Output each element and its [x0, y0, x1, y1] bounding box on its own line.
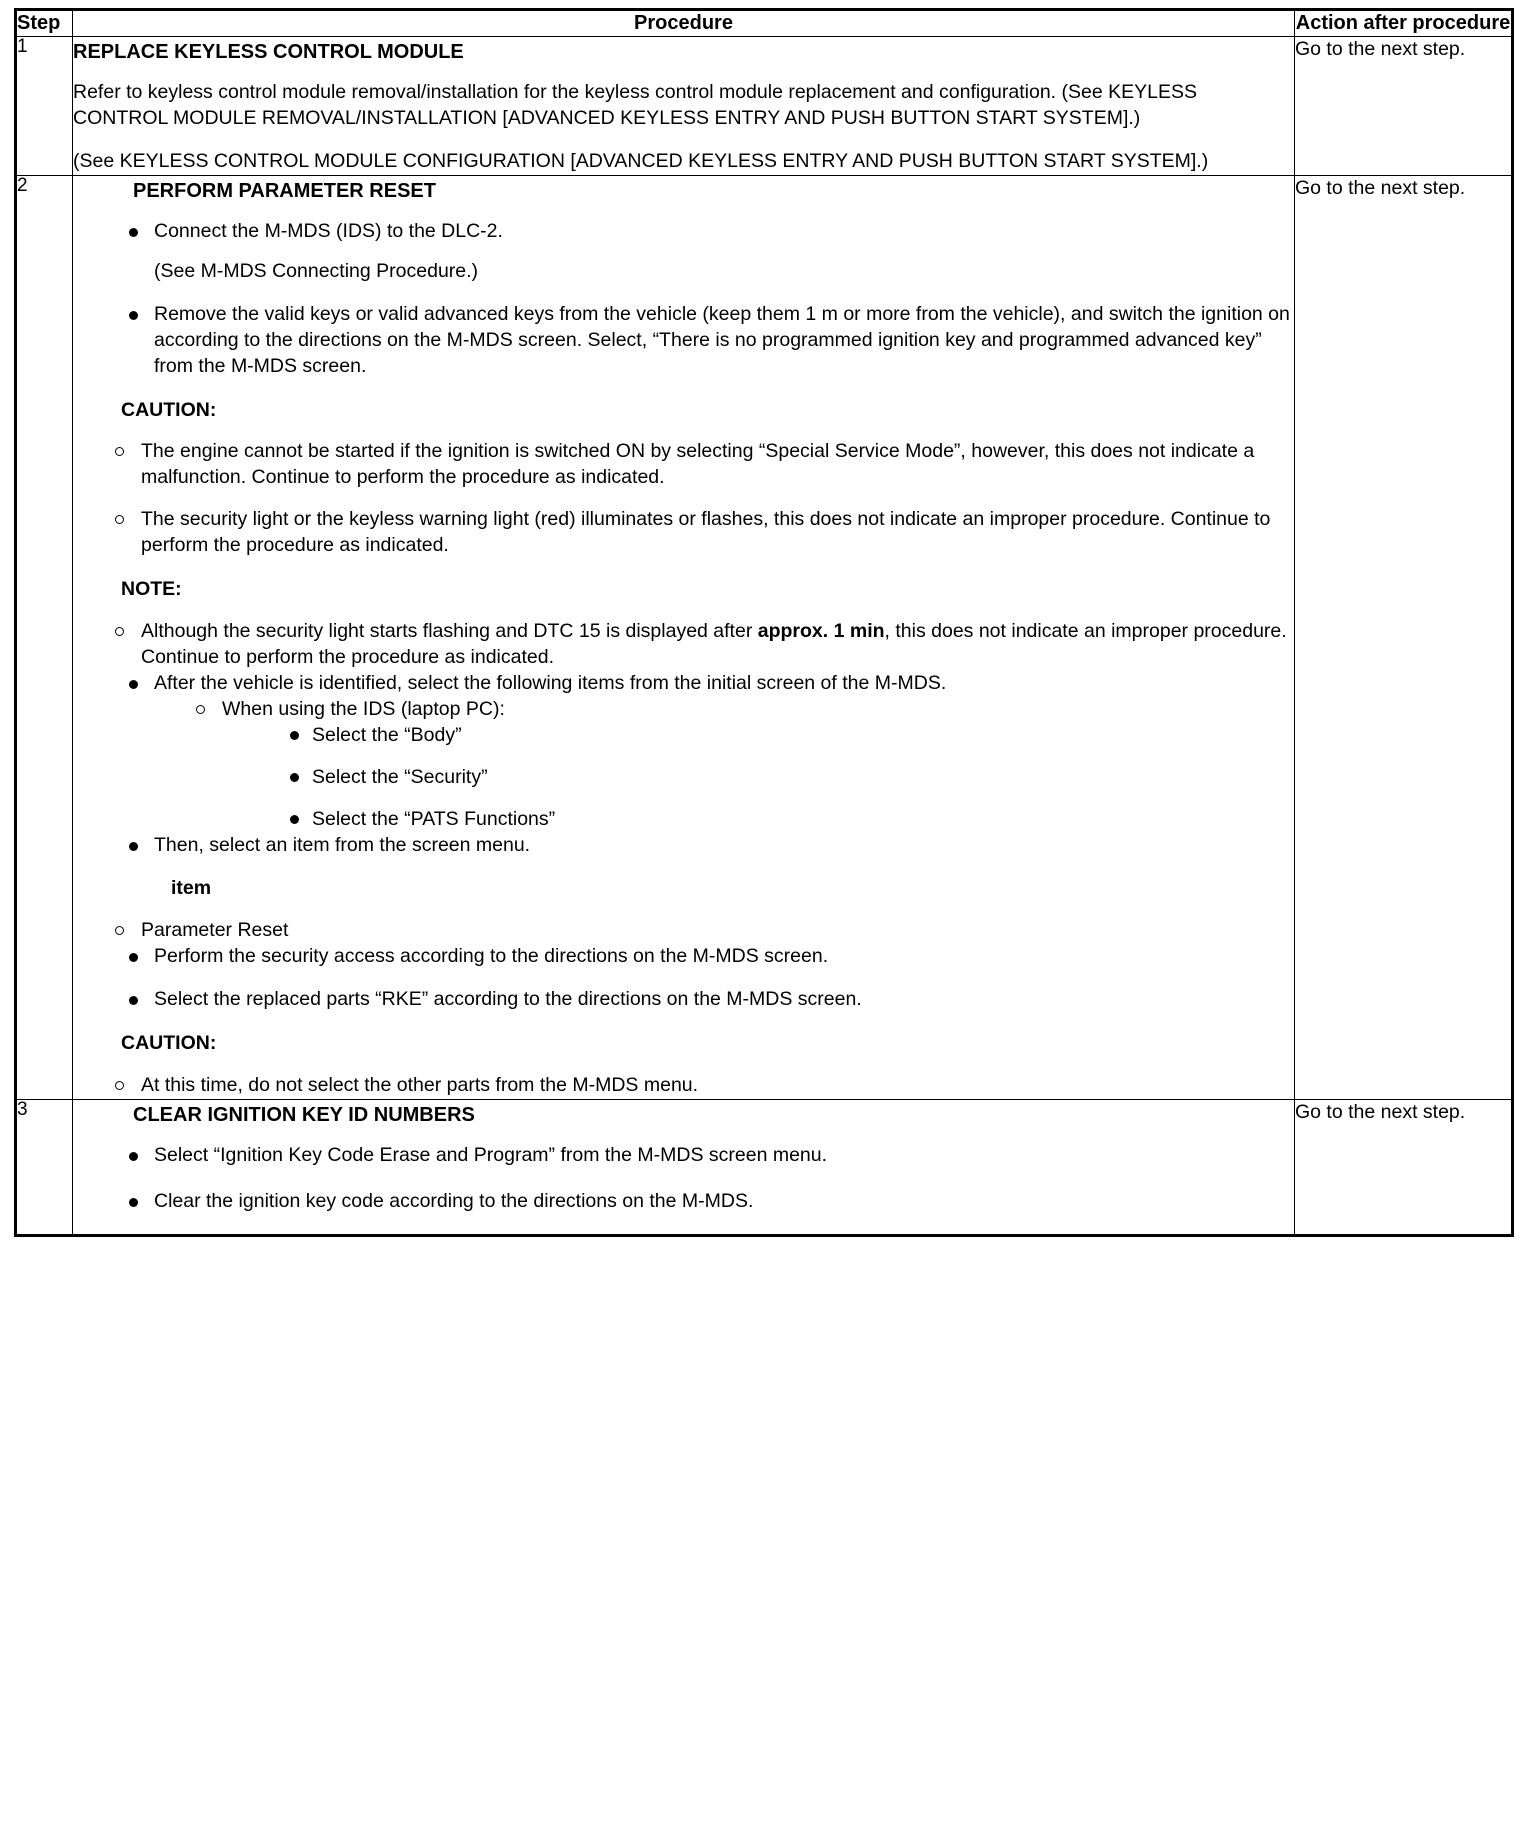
step2-title: PERFORM PARAMETER RESET — [133, 180, 436, 203]
step-number: 2 — [16, 176, 73, 1100]
column-header-action: Action after procedure — [1295, 10, 1513, 37]
caution-list-1 — [73, 439, 1294, 559]
step1-paragraph-2: (See KEYLESS CONTROL MODULE CONFIGURATION [ADVANCED KEYLESS ENTRY AND PUSH BUTTON START SYSTEM].) — [73, 150, 1209, 173]
caution-label-2: CAUTION: — [121, 1032, 217, 1055]
step2-bullet-1-subnote: (See M-MDS Connecting Procedure.) — [154, 259, 479, 282]
table-row — [16, 1100, 1513, 1236]
list-item: Select the “Security” — [284, 765, 1294, 791]
step3-title: CLEAR IGNITION KEY ID NUMBERS — [133, 1104, 475, 1126]
step1-paragraph-1: Refer to keyless control module removal/installation for the keyless control module replacement and configuration. (See KEYLESS CONTROL MODULE REMOVAL/INSTALLATION [ADVANCED KEYLESS ENTRY AND PUSH BUTTON START SYSTEM].) — [73, 80, 1197, 129]
item-list — [73, 918, 1294, 944]
step-number: 1 — [16, 37, 73, 176]
list-item: Select the “Body” — [284, 723, 1294, 749]
list-item: The engine cannot be started if the ignition is switched ON by selecting “Special Service Mode”, however, this does not indicate a malfunction. Continue to perform the procedure as indicated. — [111, 439, 1294, 491]
list-item: Select the “PATS Functions” — [284, 807, 1294, 833]
list-item — [121, 302, 1294, 380]
list-item: The security light or the keyless warning light (red) illuminates or flashes, this does not indicate an improper procedure. Continue to perform the procedure as indicated. — [111, 507, 1294, 559]
note-text-pre: Although the security light starts flashing and DTC 15 is displayed after — [141, 620, 758, 643]
step2-bullet-1-text: Connect the M-MDS (IDS) to the DLC-2. — [154, 219, 503, 242]
table-header-row — [16, 10, 1513, 37]
list-item: Select “Ignition Key Code Erase and Program” from the M-MDS screen menu. — [121, 1143, 1294, 1169]
item-label: item — [171, 877, 212, 900]
note-list — [73, 619, 1294, 671]
action-cell-step2: Go to the next step. — [1295, 176, 1513, 1100]
step-number: 3 — [16, 1100, 73, 1236]
caution-label-1: CAUTION: — [121, 398, 217, 421]
step2-bullet-list-1 — [73, 219, 1294, 380]
note-text-bold: approx. 1 min — [757, 620, 885, 643]
list-item — [121, 833, 1294, 859]
list-item: Perform the security access according to the directions on the M-MDS screen. — [121, 944, 1294, 970]
list-item — [192, 697, 1294, 833]
step2-bullet-list-3 — [73, 833, 1294, 859]
procedure-table — [14, 8, 1514, 1237]
step2-bullet-list-4 — [73, 944, 1294, 1013]
step3-bullet-list — [73, 1143, 1294, 1215]
list-item — [121, 671, 1294, 833]
step2-bullet-3-text: After the vehicle is identified, select the following items from the initial screen of the M-MDS. — [154, 671, 947, 694]
list-item: At this time, do not select the other parts from the M-MDS menu. — [111, 1073, 1294, 1099]
list-item — [121, 219, 1294, 285]
table-row — [16, 37, 1513, 176]
step2-bullet-2-text: Remove the valid keys or valid advanced keys from the vehicle (keep them 1 m or more from the vehicle), and switch the ignition on according to the directions on the M-MDS screen. Select, “There is no programmed ignition key and programmed advanced key” from the M-MDS screen. — [154, 302, 1290, 377]
procedure-cell-step2 — [73, 176, 1295, 1100]
procedure-cell-step1 — [73, 37, 1295, 176]
table-row — [16, 176, 1513, 1100]
list-item — [111, 619, 1294, 671]
procedure-cell-step3 — [73, 1100, 1295, 1236]
step2-bullet-list-2 — [73, 671, 1294, 833]
column-header-procedure: Procedure — [73, 10, 1295, 37]
list-item: Select the replaced parts “RKE” according to the directions on the M-MDS screen. — [121, 987, 1294, 1013]
note-text-post: , this does not indicate an improper procedure. Continue to perform the procedure as indicated. — [141, 620, 1287, 669]
column-header-step: Step — [16, 10, 73, 37]
note-label: NOTE: — [121, 578, 182, 601]
table-header — [16, 10, 1513, 37]
action-cell-step1: Go to the next step. — [1295, 37, 1513, 176]
step2-bullet-4-text: Then, select an item from the screen menu. — [154, 833, 531, 856]
step1-title: REPLACE KEYLESS CONTROL MODULE — [73, 41, 464, 63]
table-body — [16, 37, 1513, 1236]
list-item: Clear the ignition key code according to the directions on the M-MDS. — [121, 1189, 1294, 1215]
step2-ids-sublist — [222, 723, 1294, 833]
step2-bullet-3-sublist — [154, 697, 1294, 833]
caution-list-2 — [73, 1073, 1294, 1099]
action-cell-step3: Go to the next step. — [1295, 1100, 1513, 1236]
list-item: Parameter Reset — [111, 918, 1294, 944]
step2-ids-label: When using the IDS (laptop PC): — [222, 697, 505, 720]
